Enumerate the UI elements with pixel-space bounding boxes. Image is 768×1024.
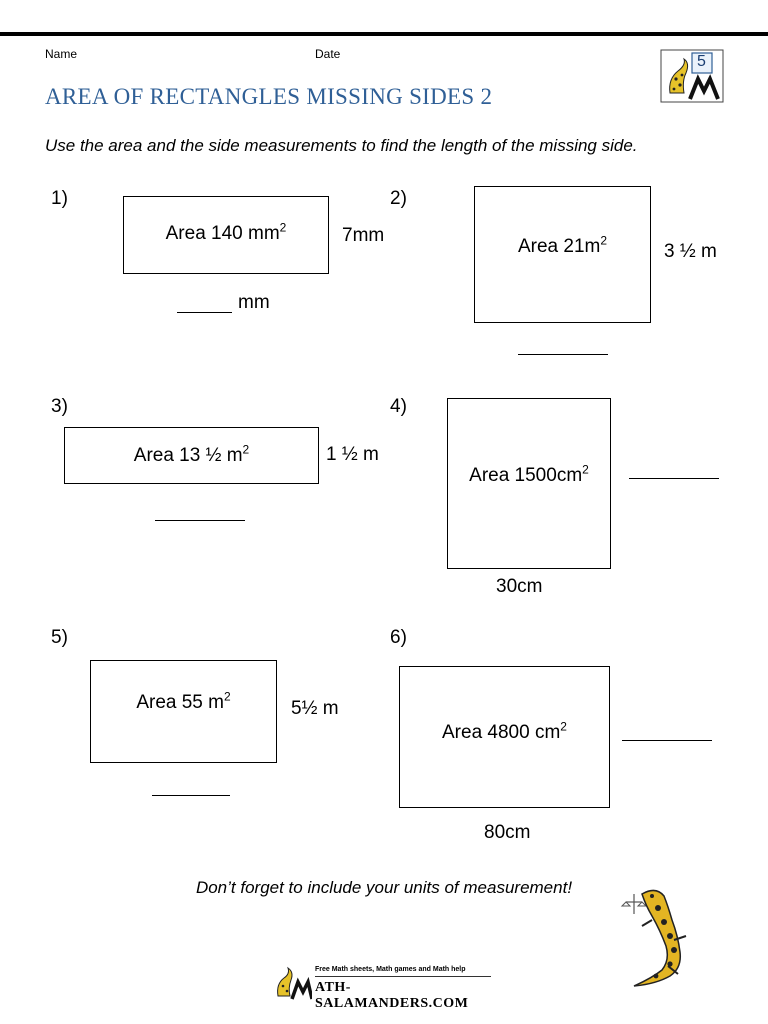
rectangle bbox=[447, 398, 611, 569]
salamander-logo bbox=[660, 49, 724, 103]
rectangle bbox=[474, 186, 651, 323]
answer-blank[interactable] bbox=[622, 740, 712, 741]
area-label: Area 13 ½ $m^2$ bbox=[133, 442, 250, 466]
rectangle bbox=[90, 660, 277, 763]
area-label: Area $1500cm^2$ bbox=[469, 462, 589, 486]
page-title: AREA OF RECTANGLES MISSING SIDES 2 bbox=[45, 84, 493, 109]
question-number: 3) bbox=[51, 396, 68, 417]
salamander-illustration bbox=[612, 880, 696, 992]
logo-name: ATH-SALAMANDERS.COM bbox=[315, 980, 469, 1011]
answer-blank[interactable] bbox=[177, 312, 232, 313]
area-label: Area 4800 $cm^2$ bbox=[442, 719, 567, 743]
side-length: 30cm bbox=[496, 576, 543, 597]
name-label: Name bbox=[45, 47, 78, 61]
area-label: Area 55 $m^2$ bbox=[136, 689, 231, 713]
date-label: Date bbox=[315, 47, 341, 61]
rectangle bbox=[64, 427, 319, 484]
side-length: 80cm bbox=[484, 822, 531, 843]
question-number: 4) bbox=[390, 396, 407, 417]
area-label: Area 140 $mm^2$ bbox=[165, 220, 287, 244]
answer-unit: mm bbox=[238, 292, 270, 313]
answer-blank[interactable] bbox=[152, 795, 230, 796]
side-length: 3 ½ m bbox=[664, 241, 717, 262]
side-length: 7mm bbox=[342, 225, 385, 246]
logo-number: 5 bbox=[697, 53, 706, 70]
logo-rule bbox=[315, 976, 491, 977]
area-label: Area $21m^2$ bbox=[517, 233, 608, 257]
instructions: Use the area and the side measurements to find the length of the missing side. bbox=[45, 136, 638, 155]
answer-blank[interactable] bbox=[518, 354, 608, 355]
rectangle bbox=[123, 196, 329, 274]
question-number: 1) bbox=[51, 188, 68, 209]
footer-logo bbox=[272, 962, 498, 1011]
question-number: 2) bbox=[390, 188, 407, 209]
answer-blank[interactable] bbox=[155, 520, 245, 521]
rectangle bbox=[399, 666, 610, 808]
side-length: 1 ½ m bbox=[326, 444, 379, 465]
side-length: 5½ m bbox=[291, 698, 339, 719]
question-number: 5) bbox=[51, 627, 68, 648]
answer-blank[interactable] bbox=[629, 478, 719, 479]
top-rule bbox=[0, 32, 768, 36]
logo-tagline: Free Math sheets, Math games and Math help bbox=[315, 966, 466, 973]
question-number: 6) bbox=[390, 627, 407, 648]
footer-note: Don’t forget to include your units of measurement! bbox=[195, 878, 573, 897]
